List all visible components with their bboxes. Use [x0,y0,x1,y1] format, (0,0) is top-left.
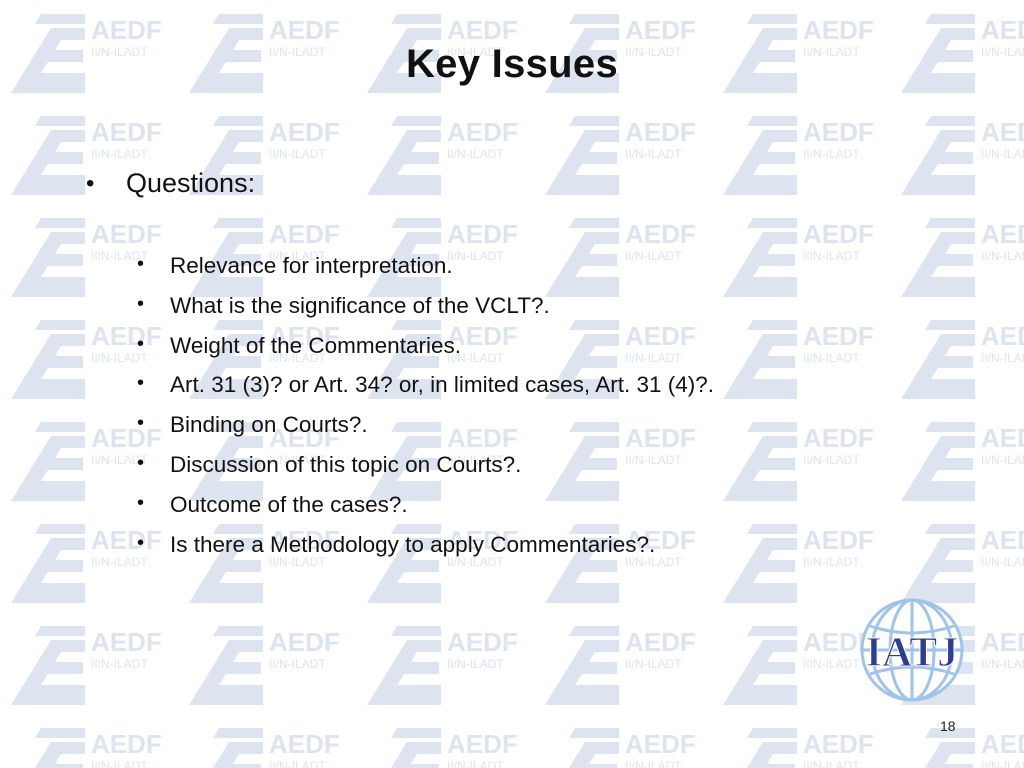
bullet-dot: • [86,170,95,197]
slide-title: Key Issues [405,42,619,86]
bullet-text: Questions: [126,168,256,198]
logo-text: IATJ [865,630,959,676]
page-number: 18 [940,718,956,734]
iatj-logo [848,596,976,704]
slide: Key Issues • Questions: • Relevance for interpretation. • What is the significance of the VCLT?. • Weight of the Commentaries. • Art. 31 (3)? or Art. 34? or, in limited cases, Art. 31 (4)?. • Binding on Courts?. • Discussion of this topic on Courts?. • Outcome of the cases?. • Is there a Methodology to apply Commentaries?. IATJ 18 [0,0,1024,768]
